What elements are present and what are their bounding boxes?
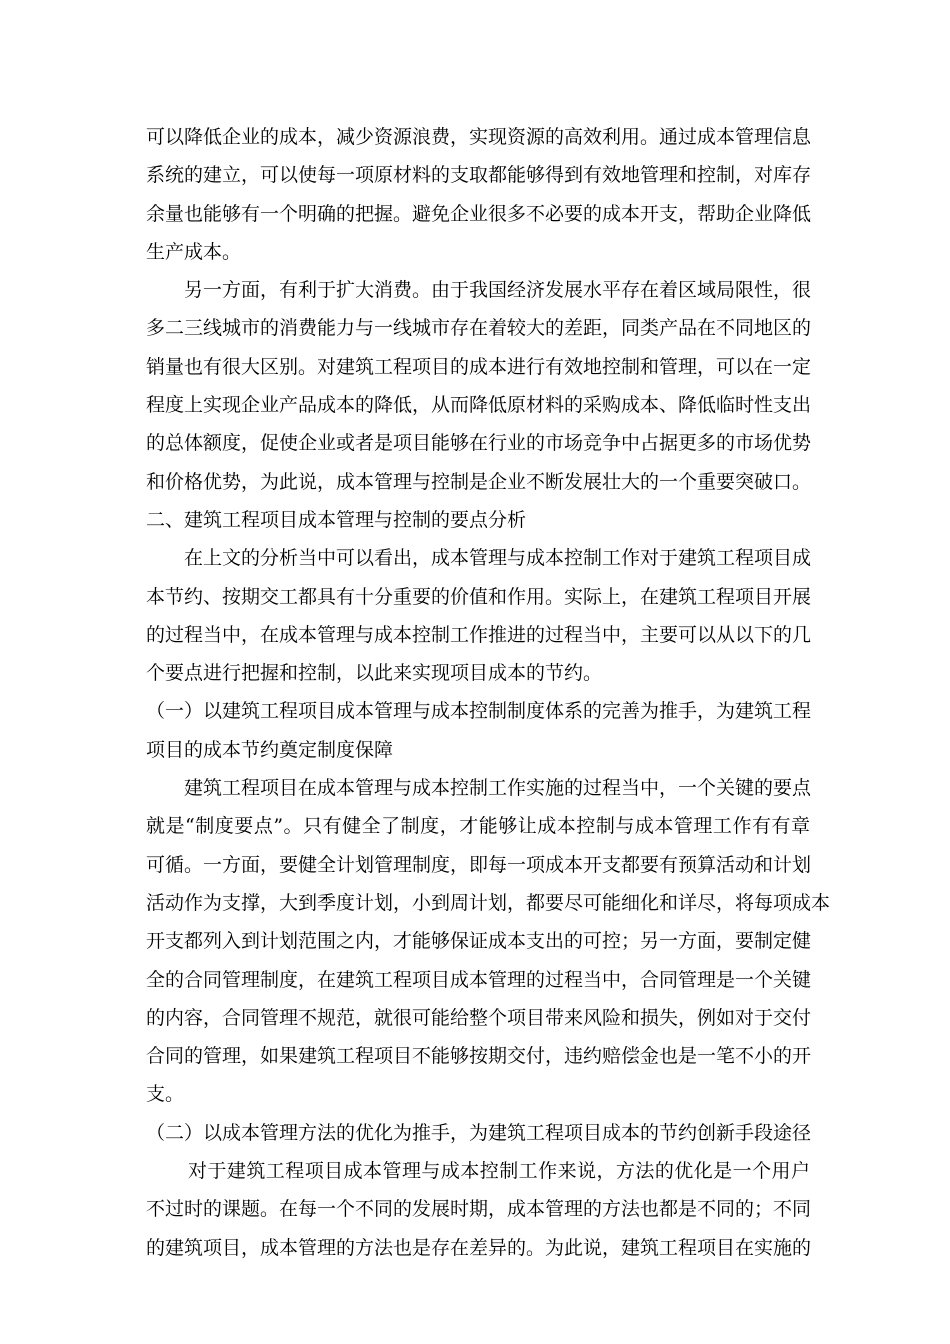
text-line: 项目的成本节约奠定制度保障 bbox=[146, 738, 394, 761]
text-line: （二）以成本管理方法的优化为推手，为建筑工程项目成本的节约创新手段途径 bbox=[146, 1121, 812, 1144]
text-line: 就是“制度要点”。只有健全了制度，才能够让成本控制与成本管理工作有有章 bbox=[146, 815, 810, 838]
text-line: 的内容，合同管理不规范，就很可能给整个项目带来风险和损失，例如对于交付 bbox=[146, 1006, 812, 1029]
text-line: （一）以建筑工程项目成本管理与成本控制制度体系的完善为推手，为建筑工程 bbox=[146, 700, 812, 723]
text-line: 另一方面，有利于扩大消费。由于我国经济发展水平存在着区域局限性，很 bbox=[184, 279, 812, 302]
document-body bbox=[146, 118, 831, 1267]
text-line: 对于建筑工程项目成本管理与成本控制工作来说，方法的优化是一个用户 bbox=[188, 1160, 810, 1183]
text-line: 多二三线城市的消费能力与一线城市存在着较大的差距，同类产品在不同地区的 bbox=[146, 317, 812, 340]
text-line: 全的合同管理制度，在建筑工程项目成本管理的过程当中，合同管理是一个关键 bbox=[146, 968, 812, 991]
text-line: 的总体额度，促使企业或者是项目能够在行业的市场竞争中占据更多的市场优势 bbox=[146, 432, 812, 455]
text-line: 程度上实现企业产品成本的降低，从而降低原材料的采购成本、降低临时性支出 bbox=[146, 394, 812, 417]
text-line: 合同的管理，如果建筑工程项目不能够按期交付，违约赔偿金也是一笔不小的开 bbox=[146, 1045, 812, 1068]
text-line: 可循。一方面，要健全计划管理制度，即每一项成本开支都要有预算活动和计划 bbox=[146, 853, 812, 876]
text-line: 余量也能够有一个明确的把握。避免企业很多不必要的成本开支，帮助企业降低 bbox=[146, 202, 812, 225]
text-line: 和价格优势，为此说，成本管理与控制是企业不断发展壮大的一个重要突破口。 bbox=[146, 470, 812, 493]
text-line: 建筑工程项目在成本管理与成本控制工作实施的过程当中，一个关键的要点 bbox=[184, 777, 812, 800]
text-line: 系统的建立，可以使每一项原材料的支取都能够得到有效地管理和控制，对库存 bbox=[146, 164, 812, 187]
text-line: 活动作为支撑，大到季度计划，小到周计划，都要尽可能细化和详尽，将每项成本 bbox=[146, 891, 831, 914]
text-line: 可以降低企业的成本，减少资源浪费，实现资源的高效利用。通过成本管理信息 bbox=[146, 126, 812, 148]
text-line: 不过时的课题。在每一个不同的发展时期，成本管理的方法也都是不同的；不同 bbox=[146, 1198, 812, 1221]
text-line: 的建筑项目，成本管理的方法也是存在差异的。为此说，建筑工程项目在实施的 bbox=[146, 1236, 812, 1259]
text-line: 的过程当中，在成本管理与成本控制工作推进的过程当中，主要可以从以下的几 bbox=[146, 623, 812, 646]
text-line: 支。 bbox=[146, 1083, 185, 1106]
text-line: 生产成本。 bbox=[146, 240, 242, 263]
text-line: 销量也有很大区别。对建筑工程项目的成本进行有效地控制和管理，可以在一定 bbox=[146, 355, 812, 378]
text-line: 本节约、按期交工都具有十分重要的价值和作用。实际上，在建筑工程项目开展 bbox=[146, 585, 812, 608]
text-line: 二、建筑工程项目成本管理与控制的要点分析 bbox=[146, 508, 527, 531]
text-line: 在上文的分析当中可以看出，成本管理与成本控制工作对于建筑工程项目成 bbox=[184, 547, 812, 570]
text-line: 个要点进行把握和控制，以此来实现项目成本的节约。 bbox=[146, 662, 603, 685]
text-line: 开支都列入到计划范围之内，才能够保证成本支出的可控；另一方面，要制定健 bbox=[146, 930, 812, 953]
